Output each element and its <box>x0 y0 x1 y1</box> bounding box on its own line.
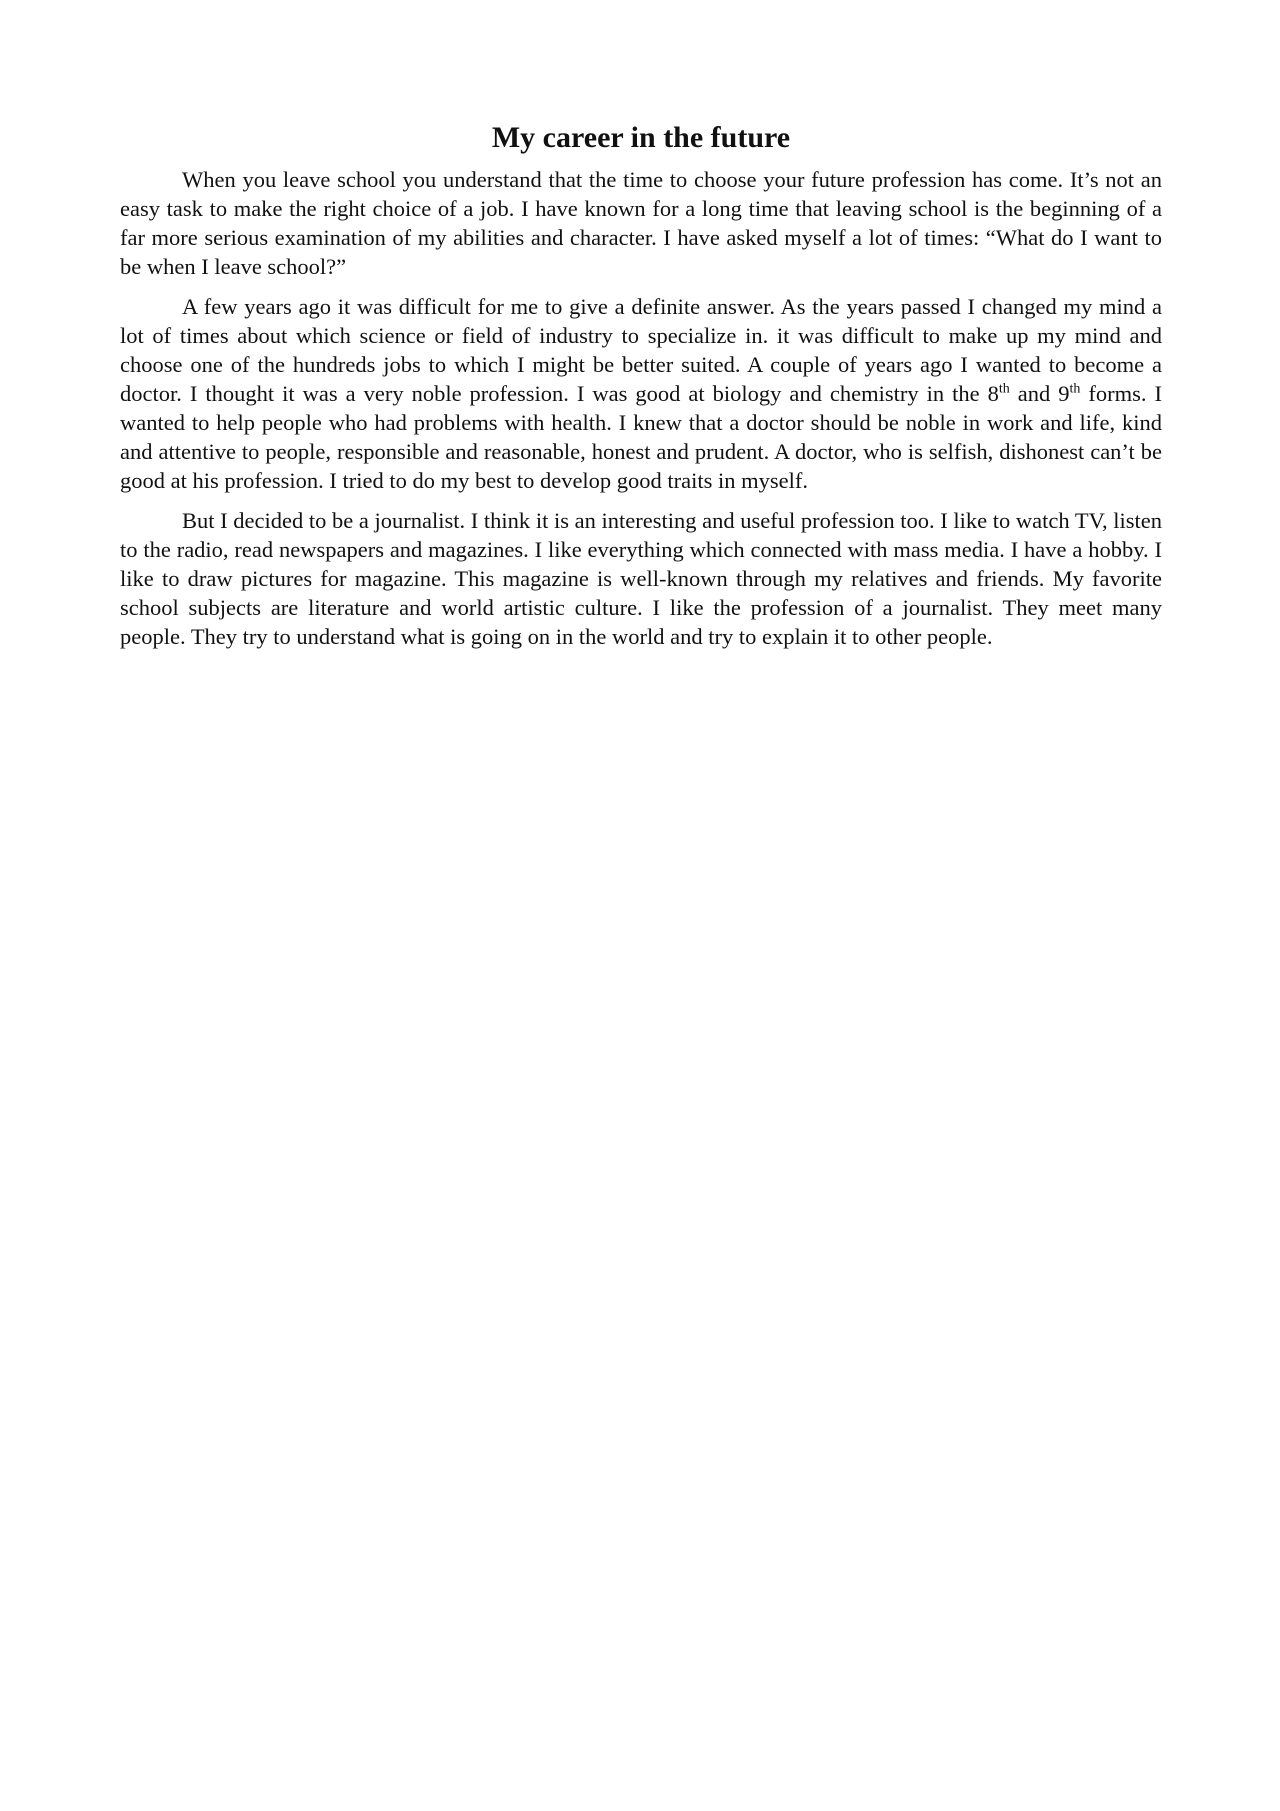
paragraph-2-part-1: A few years ago it was difficult for me to give a definite answer. As the years passed I changed my mind a lot of times about which science or field of industry to specialize in. it was difficult to make up my mind and choose one of the hundreds jobs to which I might be better suited. A couple of years ago I wanted to become a doctor. I thought it was a very noble profession. I was good at biology and chemistry in the 8 <box>120 294 1162 406</box>
ordinal-suffix-9th: th <box>1069 381 1081 397</box>
paragraph-3: But I decided to be a journalist. I think it is an interesting and useful profession too. I like to watch TV, listen to the radio, read newspapers and magazines. I like everything which connected with mass media. I have a hobby. I like to draw pictures for magazine. This magazine is well-known through my relatives and friends. My favorite school subjects are literature and world artistic culture. I like the profession of a journalist. They meet many people. They try to understand what is going on in the world and try to explain it to other people. <box>120 508 1162 649</box>
paragraph-2 <box>120 292 1162 495</box>
ordinal-suffix-8th: th <box>998 381 1010 397</box>
document-title: My career in the future <box>491 121 791 154</box>
paragraph-1: When you leave school you understand that the time to choose your future profession has come. It’s not an easy task to make the right choice of a job. I have known for a long time that leaving school is the beginning of a far more serious examination of my abilities and character. I have asked myself a lot of times: “What do I want to be when I leave school?” <box>120 167 1162 279</box>
document-body <box>120 118 1162 662</box>
paragraph-2-part-3: forms. I wanted to help people who had problems with health. I knew that a doctor should be noble in work and life, kind and attentive to people, responsible and reasonable, honest and prudent. A doctor, who is selfish, dishonest can’t be good at his profession. I tried to do my best to develop good traits in myself. <box>120 381 1162 493</box>
paragraph-2-part-2: and 9 <box>1009 381 1070 406</box>
